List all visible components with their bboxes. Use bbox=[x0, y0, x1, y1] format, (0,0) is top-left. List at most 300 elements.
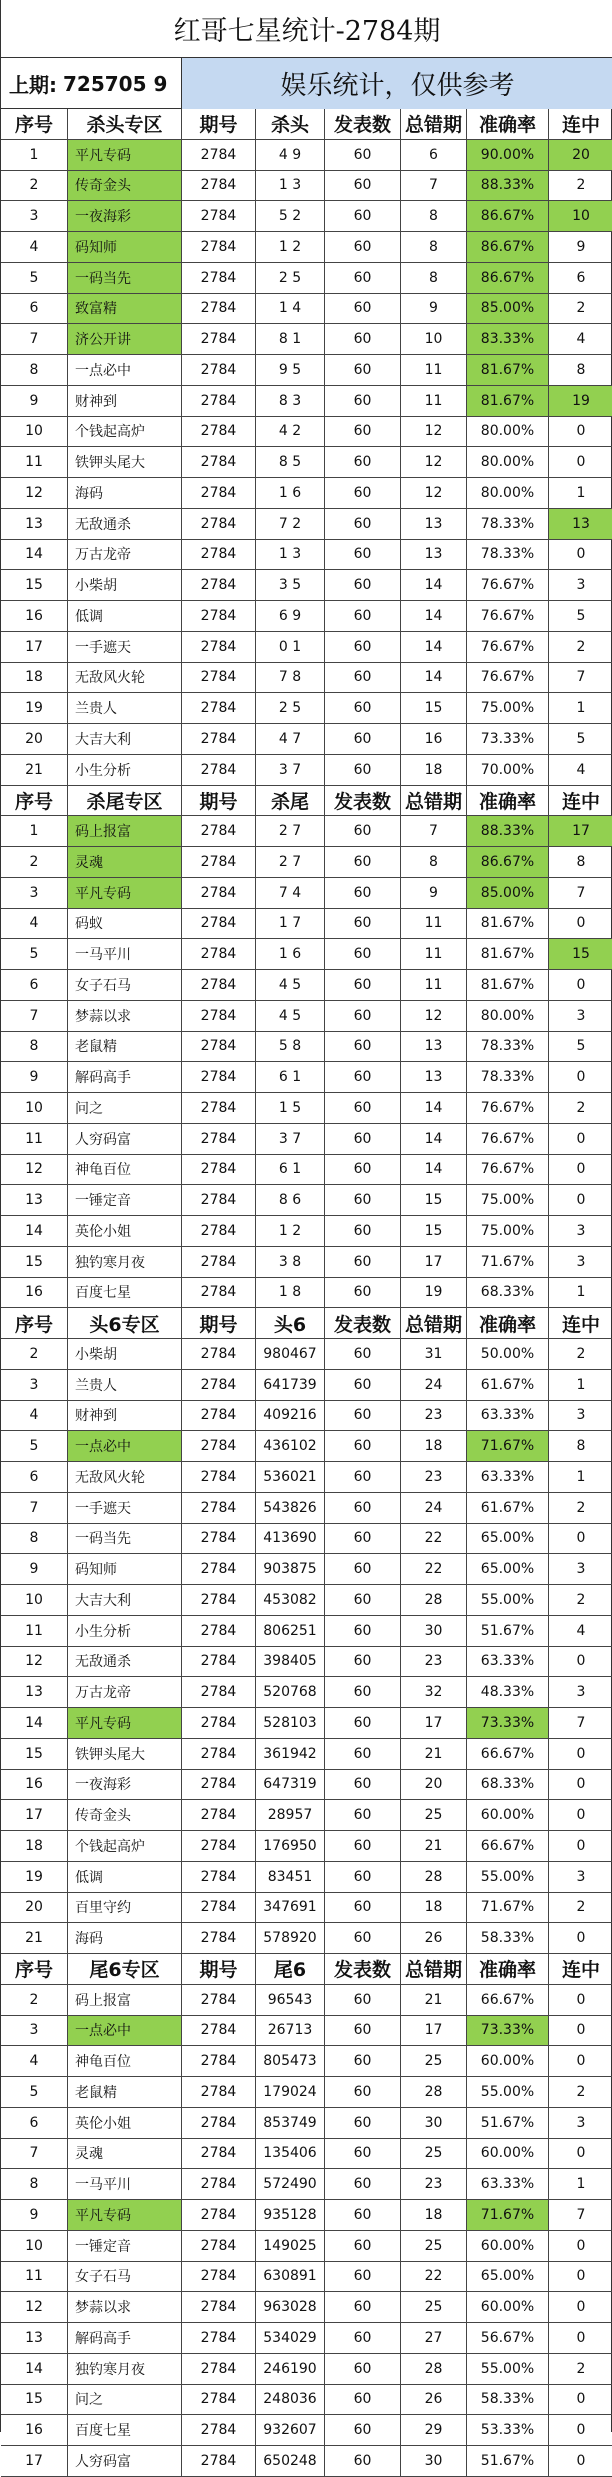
rate-cell: 81.67% bbox=[467, 909, 549, 939]
posts-cell: 60 bbox=[325, 847, 401, 877]
period-cell: 2784 bbox=[182, 1800, 256, 1830]
period-cell: 2784 bbox=[182, 1739, 256, 1769]
period-cell: 2784 bbox=[182, 355, 256, 385]
name-cell: 梦蒜以求 bbox=[68, 1001, 182, 1031]
posts-cell: 60 bbox=[325, 2231, 401, 2261]
period-cell: 2784 bbox=[182, 755, 256, 785]
table-row bbox=[1, 1278, 612, 1309]
rate-cell: 65.00% bbox=[467, 2262, 549, 2292]
period-cell: 2784 bbox=[182, 1001, 256, 1031]
period-cell: 2784 bbox=[182, 417, 256, 447]
streak-cell: 3 bbox=[576, 1684, 586, 1701]
name-cell: 一夜海彩 bbox=[68, 201, 182, 231]
streak-cell: 8 bbox=[576, 1438, 586, 1455]
no-cell: 12 bbox=[1, 478, 68, 508]
column-header: 总错期 bbox=[401, 786, 467, 816]
name-cell: 大吉大利 bbox=[68, 1585, 182, 1615]
name-cell: 一点必中 bbox=[68, 2016, 182, 2046]
no-cell: 14 bbox=[1, 540, 68, 570]
column-header: 连中 bbox=[561, 790, 600, 813]
table-row bbox=[1, 263, 612, 294]
table-row bbox=[1, 2046, 612, 2077]
table-row bbox=[1, 1216, 612, 1247]
posts-cell: 60 bbox=[325, 1032, 401, 1062]
errors-cell: 27 bbox=[401, 2323, 467, 2353]
errors-cell: 14 bbox=[401, 663, 467, 693]
posts-cell: 60 bbox=[325, 1155, 401, 1185]
value-cell: 9 5 bbox=[256, 355, 325, 385]
streak-cell: 0 bbox=[576, 2053, 586, 2070]
posts-cell: 60 bbox=[325, 294, 401, 324]
name-cell: 解码高手 bbox=[68, 2323, 182, 2353]
value-cell: 28957 bbox=[256, 1800, 325, 1830]
no-cell: 2 bbox=[1, 1339, 68, 1369]
rate-cell: 53.33% bbox=[467, 2415, 549, 2445]
no-cell: 21 bbox=[1, 1923, 68, 1953]
name-cell: 一点必中 bbox=[68, 355, 182, 385]
section-header-row bbox=[1, 786, 612, 817]
errors-cell: 22 bbox=[401, 1524, 467, 1554]
no-cell: 9 bbox=[1, 1062, 68, 1092]
no-cell: 8 bbox=[1, 1524, 68, 1554]
streak-cell: 5 bbox=[576, 1038, 586, 1055]
value-cell: 1 2 bbox=[256, 1216, 325, 1246]
value-cell: 630891 bbox=[256, 2262, 325, 2292]
no-cell: 17 bbox=[1, 1800, 68, 1830]
rate-cell: 81.67% bbox=[467, 386, 549, 416]
column-header: 发表数 bbox=[325, 1308, 401, 1338]
streak-cell: 0 bbox=[576, 2237, 586, 2254]
streak-cell: 0 bbox=[576, 2452, 586, 2469]
rate-cell: 81.67% bbox=[467, 355, 549, 385]
posts-cell: 60 bbox=[325, 2200, 401, 2230]
errors-cell: 30 bbox=[401, 2108, 467, 2138]
streak-cell: 0 bbox=[576, 1991, 586, 2008]
errors-cell: 11 bbox=[401, 355, 467, 385]
name-cell: 一手遮天 bbox=[68, 1493, 182, 1523]
no-cell: 10 bbox=[1, 2231, 68, 2261]
rate-cell: 76.67% bbox=[467, 663, 549, 693]
streak-cell: 17 bbox=[549, 816, 612, 846]
period-cell: 2784 bbox=[182, 1216, 256, 1246]
errors-cell: 23 bbox=[401, 1401, 467, 1431]
streak-cell: 5 bbox=[576, 730, 586, 747]
streak-cell: 0 bbox=[576, 423, 586, 440]
streak-cell: 1 bbox=[576, 2176, 586, 2193]
table-row bbox=[1, 1370, 612, 1401]
posts-cell: 60 bbox=[325, 2292, 401, 2322]
rate-cell: 76.67% bbox=[467, 601, 549, 631]
rate-cell: 81.67% bbox=[467, 970, 549, 1000]
period-cell: 2784 bbox=[182, 909, 256, 939]
table-row bbox=[1, 601, 612, 632]
posts-cell: 60 bbox=[325, 1647, 401, 1677]
table-row bbox=[1, 324, 612, 355]
name-cell: 海码 bbox=[68, 1923, 182, 1953]
column-header: 期号 bbox=[182, 1954, 256, 1984]
period-cell: 2784 bbox=[182, 2016, 256, 2046]
errors-cell: 14 bbox=[401, 1124, 467, 1154]
streak-cell: 3 bbox=[576, 1253, 586, 1270]
table-row bbox=[1, 2446, 612, 2477]
table-row bbox=[1, 1800, 612, 1831]
rate-cell: 68.33% bbox=[467, 1770, 549, 1800]
posts-cell: 60 bbox=[325, 2016, 401, 2046]
rate-cell: 86.67% bbox=[467, 201, 549, 231]
streak-cell: 0 bbox=[576, 1807, 586, 1824]
page-title: 红哥七星统计-2784期 bbox=[1, 0, 612, 58]
posts-cell: 60 bbox=[325, 171, 401, 201]
errors-cell: 14 bbox=[401, 1093, 467, 1123]
errors-cell: 13 bbox=[401, 540, 467, 570]
table-row bbox=[1, 1985, 612, 2016]
period-cell: 2784 bbox=[182, 1278, 256, 1308]
name-cell: 码上报富 bbox=[68, 1985, 182, 2015]
rate-cell: 58.33% bbox=[467, 2385, 549, 2415]
table-row bbox=[1, 1554, 612, 1585]
value-cell: 5 8 bbox=[256, 1032, 325, 1062]
name-cell: 无敌通杀 bbox=[68, 509, 182, 539]
period-cell: 2784 bbox=[182, 1923, 256, 1953]
errors-cell: 11 bbox=[401, 939, 467, 969]
streak-cell: 2 bbox=[576, 2360, 586, 2377]
table-row bbox=[1, 755, 612, 786]
no-cell: 8 bbox=[1, 355, 68, 385]
rate-cell: 63.33% bbox=[467, 2169, 549, 2199]
name-cell: 小生分析 bbox=[68, 1616, 182, 1646]
period-cell: 2784 bbox=[182, 1431, 256, 1461]
posts-cell: 60 bbox=[325, 478, 401, 508]
value-cell: 903875 bbox=[256, 1554, 325, 1584]
column-header: 准确率 bbox=[467, 1954, 549, 1984]
table-row bbox=[1, 2169, 612, 2200]
no-cell: 5 bbox=[1, 1431, 68, 1461]
errors-cell: 21 bbox=[401, 1831, 467, 1861]
errors-cell: 16 bbox=[401, 724, 467, 754]
period-cell: 2784 bbox=[182, 1124, 256, 1154]
table-row bbox=[1, 1616, 612, 1647]
rate-cell: 60.00% bbox=[467, 2231, 549, 2261]
no-cell: 5 bbox=[1, 2077, 68, 2107]
name-cell: 英伦小姐 bbox=[68, 1216, 182, 1246]
no-cell: 18 bbox=[1, 663, 68, 693]
errors-cell: 26 bbox=[401, 1923, 467, 1953]
errors-cell: 15 bbox=[401, 1185, 467, 1215]
streak-cell: 9 bbox=[576, 238, 586, 255]
period-cell: 2784 bbox=[182, 847, 256, 877]
period-cell: 2784 bbox=[182, 171, 256, 201]
errors-cell: 17 bbox=[401, 1708, 467, 1738]
posts-cell: 60 bbox=[325, 232, 401, 262]
period-cell: 2784 bbox=[182, 232, 256, 262]
table-row bbox=[1, 2354, 612, 2385]
name-cell: 解码高手 bbox=[68, 1062, 182, 1092]
name-cell: 问之 bbox=[68, 1093, 182, 1123]
table-row bbox=[1, 2323, 612, 2354]
value-cell: 932607 bbox=[256, 2415, 325, 2445]
no-cell: 6 bbox=[1, 970, 68, 1000]
table-row bbox=[1, 1585, 612, 1616]
value-cell: 2 5 bbox=[256, 263, 325, 293]
errors-cell: 12 bbox=[401, 478, 467, 508]
errors-cell: 9 bbox=[401, 294, 467, 324]
no-cell: 1 bbox=[1, 816, 68, 846]
no-cell: 19 bbox=[1, 693, 68, 723]
rate-cell: 88.33% bbox=[467, 816, 549, 846]
period-cell: 2784 bbox=[182, 2292, 256, 2322]
streak-cell: 3 bbox=[576, 2114, 586, 2131]
value-cell: 980467 bbox=[256, 1339, 325, 1369]
rate-cell: 75.00% bbox=[467, 693, 549, 723]
value-cell: 176950 bbox=[256, 1831, 325, 1861]
no-cell: 12 bbox=[1, 2292, 68, 2322]
no-cell: 11 bbox=[1, 2262, 68, 2292]
streak-cell: 2 bbox=[576, 638, 586, 655]
rate-cell: 86.67% bbox=[467, 232, 549, 262]
errors-cell: 12 bbox=[401, 1001, 467, 1031]
value-cell: 935128 bbox=[256, 2200, 325, 2230]
posts-cell: 60 bbox=[325, 1862, 401, 1892]
name-cell: 铁钾头尾大 bbox=[68, 447, 182, 477]
name-cell: 一锤定音 bbox=[68, 2231, 182, 2261]
streak-cell: 1 bbox=[576, 484, 586, 501]
name-cell: 码知师 bbox=[68, 1554, 182, 1584]
errors-cell: 11 bbox=[401, 909, 467, 939]
rate-cell: 80.00% bbox=[467, 1001, 549, 1031]
streak-cell: 8 bbox=[576, 361, 586, 378]
table-row bbox=[1, 878, 612, 909]
value-cell: 1 6 bbox=[256, 478, 325, 508]
errors-cell: 22 bbox=[401, 2262, 467, 2292]
rate-cell: 51.67% bbox=[467, 1616, 549, 1646]
value-cell: 8 6 bbox=[256, 1185, 325, 1215]
no-cell: 9 bbox=[1, 1554, 68, 1584]
value-cell: 805473 bbox=[256, 2046, 325, 2076]
period-cell: 2784 bbox=[182, 1370, 256, 1400]
value-cell: 7 8 bbox=[256, 663, 325, 693]
column-header: 期号 bbox=[182, 786, 256, 816]
errors-cell: 28 bbox=[401, 1585, 467, 1615]
errors-cell: 17 bbox=[401, 1247, 467, 1277]
name-cell: 灵魂 bbox=[68, 2139, 182, 2169]
no-cell: 4 bbox=[1, 909, 68, 939]
column-header: 发表数 bbox=[325, 109, 401, 139]
name-cell: 兰贵人 bbox=[68, 1370, 182, 1400]
column-header: 杀头 bbox=[256, 109, 325, 139]
posts-cell: 60 bbox=[325, 570, 401, 600]
errors-cell: 7 bbox=[401, 816, 467, 846]
streak-cell: 0 bbox=[576, 1161, 586, 1178]
name-cell: 小柴胡 bbox=[68, 1339, 182, 1369]
posts-cell: 60 bbox=[325, 1493, 401, 1523]
value-cell: 528103 bbox=[256, 1708, 325, 1738]
section-header-row bbox=[1, 1954, 612, 1985]
value-cell: 179024 bbox=[256, 2077, 325, 2107]
errors-cell: 25 bbox=[401, 2139, 467, 2169]
period-cell: 2784 bbox=[182, 509, 256, 539]
value-cell: 543826 bbox=[256, 1493, 325, 1523]
streak-cell: 0 bbox=[576, 2145, 586, 2162]
posts-cell: 60 bbox=[325, 509, 401, 539]
column-header: 头6 bbox=[256, 1308, 325, 1338]
period-cell: 2784 bbox=[182, 2262, 256, 2292]
table-row bbox=[1, 1462, 612, 1493]
rate-cell: 80.00% bbox=[467, 447, 549, 477]
name-cell: 无敌风火轮 bbox=[68, 1462, 182, 1492]
posts-cell: 60 bbox=[325, 632, 401, 662]
period-cell: 2784 bbox=[182, 1893, 256, 1923]
value-cell: 3 7 bbox=[256, 1124, 325, 1154]
streak-cell: 0 bbox=[576, 915, 586, 932]
streak-cell: 0 bbox=[576, 1192, 586, 1209]
period-cell: 2784 bbox=[182, 1155, 256, 1185]
streak-cell: 2 bbox=[576, 1899, 586, 1916]
value-cell: 853749 bbox=[256, 2108, 325, 2138]
posts-cell: 60 bbox=[325, 2077, 401, 2107]
streak-cell: 19 bbox=[549, 386, 612, 416]
column-header: 连中 bbox=[561, 114, 600, 137]
rate-cell: 75.00% bbox=[467, 1216, 549, 1246]
name-cell: 低调 bbox=[68, 1862, 182, 1892]
streak-cell: 2 bbox=[576, 1099, 586, 1116]
posts-cell: 60 bbox=[325, 540, 401, 570]
no-cell: 7 bbox=[1, 2139, 68, 2169]
streak-cell: 0 bbox=[576, 1745, 586, 1762]
name-cell: 无敌风火轮 bbox=[68, 663, 182, 693]
streak-cell: 0 bbox=[576, 1069, 586, 1086]
no-cell: 14 bbox=[1, 1708, 68, 1738]
table-row bbox=[1, 1524, 612, 1555]
table-row bbox=[1, 1001, 612, 1032]
section-header-row bbox=[1, 1308, 612, 1339]
value-cell: 135406 bbox=[256, 2139, 325, 2169]
value-cell: 536021 bbox=[256, 1462, 325, 1492]
value-cell: 3 5 bbox=[256, 570, 325, 600]
period-cell: 2784 bbox=[182, 1985, 256, 2015]
table-row bbox=[1, 386, 612, 417]
streak-cell: 2 bbox=[576, 1499, 586, 1516]
no-cell: 6 bbox=[1, 2108, 68, 2138]
column-header: 期号 bbox=[182, 109, 256, 139]
posts-cell: 60 bbox=[325, 1985, 401, 2015]
column-header: 发表数 bbox=[325, 1954, 401, 1984]
column-header: 序号 bbox=[1, 1308, 68, 1338]
value-cell: 149025 bbox=[256, 2231, 325, 2261]
no-cell: 10 bbox=[1, 1585, 68, 1615]
posts-cell: 60 bbox=[325, 2169, 401, 2199]
rate-cell: 75.00% bbox=[467, 1185, 549, 1215]
rate-cell: 78.33% bbox=[467, 509, 549, 539]
errors-cell: 11 bbox=[401, 386, 467, 416]
period-cell: 2784 bbox=[182, 816, 256, 846]
name-cell: 个钱起高炉 bbox=[68, 1831, 182, 1861]
rate-cell: 81.67% bbox=[467, 939, 549, 969]
table-row bbox=[1, 540, 612, 571]
errors-cell: 18 bbox=[401, 2200, 467, 2230]
disclaimer-banner: 娱乐统计，仅供参考 bbox=[182, 58, 612, 109]
value-cell: 3 8 bbox=[256, 1247, 325, 1277]
posts-cell: 60 bbox=[325, 878, 401, 908]
streak-cell: 6 bbox=[576, 269, 586, 286]
posts-cell: 60 bbox=[325, 2046, 401, 2076]
last-draw bbox=[1, 58, 182, 109]
errors-cell: 21 bbox=[401, 1739, 467, 1769]
period-cell: 2784 bbox=[182, 970, 256, 1000]
value-cell: 248036 bbox=[256, 2385, 325, 2415]
period-cell: 2784 bbox=[182, 324, 256, 354]
period-cell: 2784 bbox=[182, 663, 256, 693]
no-cell: 10 bbox=[1, 417, 68, 447]
streak-cell: 0 bbox=[576, 1837, 586, 1854]
rate-cell: 76.67% bbox=[467, 570, 549, 600]
rate-cell: 65.00% bbox=[467, 1524, 549, 1554]
no-cell: 8 bbox=[1, 2169, 68, 2199]
name-cell: 万古龙帝 bbox=[68, 1677, 182, 1707]
posts-cell: 60 bbox=[325, 693, 401, 723]
posts-cell: 60 bbox=[325, 2108, 401, 2138]
period-cell: 2784 bbox=[182, 263, 256, 293]
posts-cell: 60 bbox=[325, 1616, 401, 1646]
table-row bbox=[1, 294, 612, 325]
table-row bbox=[1, 417, 612, 448]
name-cell: 平凡专码 bbox=[68, 878, 182, 908]
rate-cell: 88.33% bbox=[467, 171, 549, 201]
period-cell: 2784 bbox=[182, 632, 256, 662]
no-cell: 16 bbox=[1, 1278, 68, 1308]
posts-cell: 60 bbox=[325, 601, 401, 631]
streak-cell: 7 bbox=[576, 2206, 586, 2223]
no-cell: 17 bbox=[1, 2446, 68, 2476]
streak-cell: 3 bbox=[576, 1407, 586, 1424]
no-cell: 14 bbox=[1, 2354, 68, 2384]
period-cell: 2784 bbox=[182, 1339, 256, 1369]
streak-cell: 8 bbox=[576, 853, 586, 870]
errors-cell: 11 bbox=[401, 970, 467, 1000]
value-cell: 1 5 bbox=[256, 1093, 325, 1123]
rate-cell: 85.00% bbox=[467, 294, 549, 324]
no-cell: 16 bbox=[1, 1770, 68, 1800]
rate-cell: 55.00% bbox=[467, 1585, 549, 1615]
value-cell: 83451 bbox=[256, 1862, 325, 1892]
value-cell: 8 5 bbox=[256, 447, 325, 477]
value-cell: 6 1 bbox=[256, 1062, 325, 1092]
rate-cell: 63.33% bbox=[467, 1401, 549, 1431]
errors-cell: 23 bbox=[401, 1647, 467, 1677]
no-cell: 19 bbox=[1, 1862, 68, 1892]
value-cell: 0 1 bbox=[256, 632, 325, 662]
no-cell: 9 bbox=[1, 2200, 68, 2230]
streak-cell: 3 bbox=[576, 1868, 586, 1885]
streak-cell: 0 bbox=[576, 1930, 586, 1947]
table-row bbox=[1, 663, 612, 694]
no-cell: 3 bbox=[1, 1370, 68, 1400]
name-cell: 致富精 bbox=[68, 294, 182, 324]
table-row bbox=[1, 447, 612, 478]
no-cell: 12 bbox=[1, 1155, 68, 1185]
column-header: 准确率 bbox=[467, 109, 549, 139]
period-cell: 2784 bbox=[182, 1093, 256, 1123]
value-cell: 578920 bbox=[256, 1923, 325, 1953]
table-row bbox=[1, 2415, 612, 2446]
posts-cell: 60 bbox=[325, 201, 401, 231]
table-row bbox=[1, 1062, 612, 1093]
name-cell: 百度七星 bbox=[68, 1278, 182, 1308]
value-cell: 1 3 bbox=[256, 171, 325, 201]
period-cell: 2784 bbox=[182, 2231, 256, 2261]
rate-cell: 55.00% bbox=[467, 2077, 549, 2107]
posts-cell: 60 bbox=[325, 2323, 401, 2353]
name-cell: 海码 bbox=[68, 478, 182, 508]
